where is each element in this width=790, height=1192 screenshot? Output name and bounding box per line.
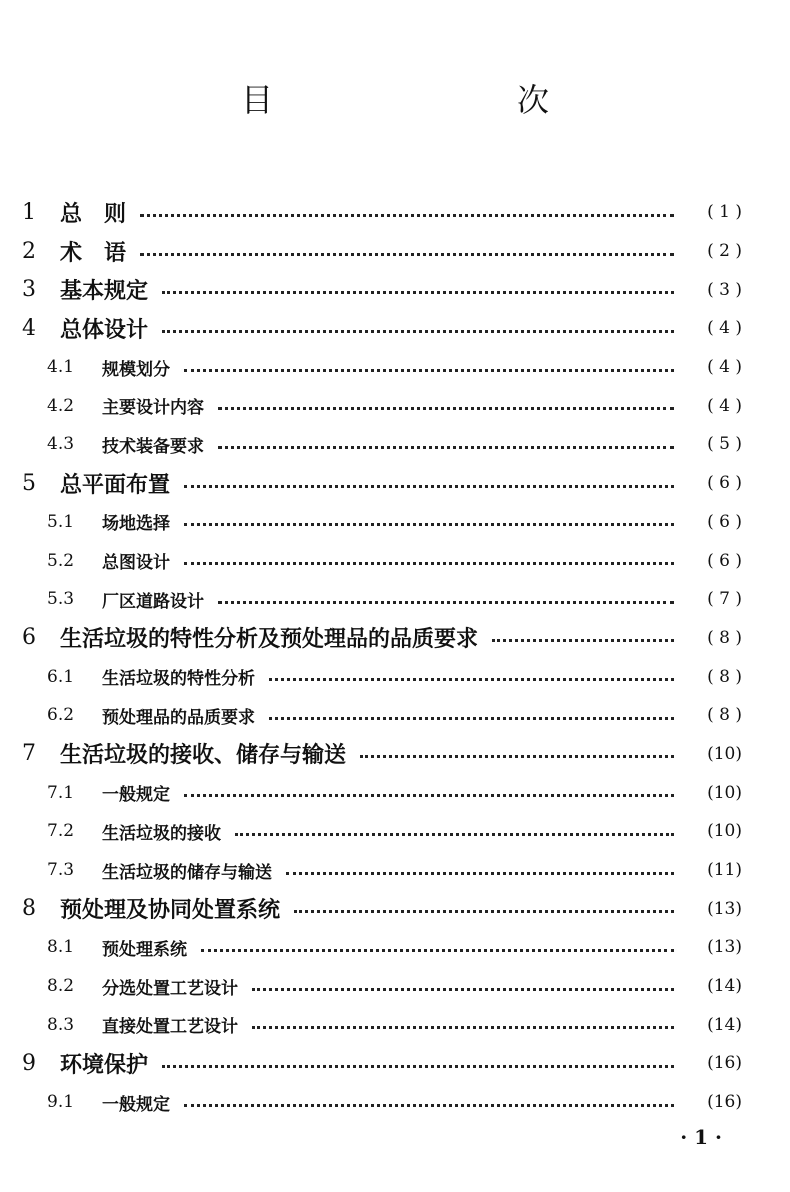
toc-chapter-row <box>22 232 742 271</box>
dot-leader <box>235 833 674 836</box>
toc-entry-number: 7.3 <box>47 860 75 881</box>
toc-entry-page: ( 6 ) <box>707 511 742 532</box>
toc-entry-title: 一般规定 <box>102 785 170 806</box>
toc-section-row <box>22 967 742 1006</box>
toc-entry-page: ( 4 ) <box>707 395 742 416</box>
toc-entry-title: 分选处置工艺设计 <box>102 978 238 999</box>
toc-entry-page: (10) <box>707 782 742 803</box>
toc-entry-title: 术 语 <box>60 240 127 266</box>
toc-entry-title: 规模划分 <box>102 359 170 380</box>
toc-entry-title: 预处理及协同处置系统 <box>60 898 281 924</box>
toc-section-row <box>22 503 742 542</box>
toc-entry-page: ( 8 ) <box>707 705 742 726</box>
toc-entry-page: (10) <box>707 743 742 764</box>
toc-chapter-row <box>22 889 742 928</box>
toc-entry-page: (14) <box>707 976 742 997</box>
toc-entry-number: 8.3 <box>47 1014 75 1035</box>
toc-section-row <box>22 1005 742 1044</box>
dot-leader <box>252 988 674 991</box>
toc-entry-title: 环境保护 <box>60 1052 149 1078</box>
toc-entry-number: 6.1 <box>47 666 75 687</box>
toc-entry-title: 总体设计 <box>60 317 149 343</box>
toc-entry-number: 5.1 <box>47 511 75 532</box>
dot-leader <box>184 1104 674 1107</box>
toc-section-row <box>22 696 742 735</box>
toc-entry-number: 6.2 <box>47 705 75 726</box>
toc-section-row <box>22 348 742 387</box>
page-number: · 1 · <box>680 1125 722 1149</box>
toc-entry-page: ( 4 ) <box>707 318 742 339</box>
toc-entry-number: 5.3 <box>47 589 75 610</box>
dot-leader <box>492 639 674 642</box>
toc-entry-title: 厂区道路设计 <box>102 591 204 612</box>
toc-entry-title: 技术装备要求 <box>102 436 204 457</box>
toc-section-row <box>22 657 742 696</box>
toc-entry-number: 8.1 <box>47 937 75 958</box>
toc-section-row <box>22 773 742 812</box>
toc-entry-title: 总平面布置 <box>60 472 171 498</box>
dot-leader <box>140 214 674 217</box>
dot-leader <box>140 253 674 256</box>
toc-entry-title: 生活垃圾的接收 <box>102 823 221 844</box>
toc-section-row <box>22 851 742 890</box>
dot-leader <box>218 601 674 604</box>
toc-entry-number: 7 <box>22 741 36 767</box>
toc-entry-title: 生活垃圾的特性分析 <box>102 669 255 690</box>
toc-entry-page: ( 5 ) <box>707 434 742 455</box>
toc-entry-number: 3 <box>22 277 36 303</box>
toc-chapter-row <box>22 270 742 309</box>
toc-entry-number: 4 <box>22 315 36 341</box>
toc-entry-page: ( 4 ) <box>707 357 742 378</box>
toc-entry-page: (16) <box>707 1053 742 1074</box>
toc-entry-number: 4.3 <box>47 434 75 455</box>
toc-entry-page: (11) <box>707 860 742 881</box>
toc-chapter-row <box>22 309 742 348</box>
toc-entry-title: 生活垃圾的特性分析及预处理品的品质要求 <box>60 627 479 653</box>
toc-entry-number: 2 <box>22 238 36 264</box>
toc-entry-title: 预处理品的品质要求 <box>102 707 255 728</box>
toc-entry-title: 场地选择 <box>102 514 170 535</box>
toc-section-row <box>22 580 742 619</box>
toc-entry-number: 8.2 <box>47 976 75 997</box>
dot-leader <box>286 872 674 875</box>
toc-entry-number: 8 <box>22 896 36 922</box>
table-of-contents <box>22 193 742 1122</box>
toc-entry-number: 4.1 <box>47 357 75 378</box>
toc-entry-page: ( 3 ) <box>707 279 742 300</box>
toc-entry-number: 9 <box>22 1050 36 1076</box>
toc-entry-page: ( 6 ) <box>707 473 742 494</box>
toc-entry-title: 一般规定 <box>102 1094 170 1115</box>
dot-leader <box>201 949 674 952</box>
toc-entry-number: 1 <box>22 199 36 225</box>
toc-entry-number: 6 <box>22 625 36 651</box>
toc-chapter-row <box>22 1044 742 1083</box>
toc-entry-page: (10) <box>707 821 742 842</box>
dot-leader <box>218 407 674 410</box>
toc-chapter-row <box>22 735 742 774</box>
toc-section-row <box>22 928 742 967</box>
dot-leader <box>269 717 674 720</box>
toc-entry-page: ( 6 ) <box>707 550 742 571</box>
toc-entry-number: 9.1 <box>47 1092 75 1113</box>
toc-entry-number: 5.2 <box>47 550 75 571</box>
toc-entry-page: ( 8 ) <box>707 666 742 687</box>
toc-entry-page: (13) <box>707 937 742 958</box>
dot-leader <box>162 1065 674 1068</box>
toc-entry-title: 主要设计内容 <box>102 398 204 419</box>
toc-entry-page: ( 8 ) <box>707 627 742 648</box>
toc-entry-title: 生活垃圾的接收、储存与输送 <box>60 743 347 769</box>
page-title: 目 次 <box>240 81 609 119</box>
toc-entry-title: 总 则 <box>60 201 127 227</box>
toc-chapter-row <box>22 464 742 503</box>
toc-entry-number: 4.2 <box>47 395 75 416</box>
toc-entry-title: 基本规定 <box>60 279 149 305</box>
dot-leader <box>294 910 674 913</box>
toc-entry-page: ( 1 ) <box>707 202 742 223</box>
dot-leader <box>360 755 674 758</box>
toc-entry-number: 5 <box>22 470 36 496</box>
toc-entry-number: 7.2 <box>47 821 75 842</box>
toc-section-row <box>22 541 742 580</box>
toc-section-row <box>22 812 742 851</box>
toc-chapter-row <box>22 193 742 232</box>
toc-section-row <box>22 386 742 425</box>
toc-entry-page: (16) <box>707 1092 742 1113</box>
dot-leader <box>184 369 674 372</box>
toc-entry-title: 生活垃圾的储存与输送 <box>102 862 272 883</box>
toc-section-row <box>22 1083 742 1122</box>
toc-entry-title: 预处理系统 <box>102 939 187 960</box>
dot-leader <box>269 678 674 681</box>
toc-entry-page: (14) <box>707 1014 742 1035</box>
dot-leader <box>252 1026 674 1029</box>
toc-section-row <box>22 425 742 464</box>
toc-entry-page: (13) <box>707 898 742 919</box>
toc-chapter-row <box>22 619 742 658</box>
dot-leader <box>184 485 674 488</box>
dot-leader <box>162 330 674 333</box>
toc-entry-number: 7.1 <box>47 782 75 803</box>
dot-leader <box>218 446 674 449</box>
toc-entry-title: 总图设计 <box>102 553 170 574</box>
dot-leader <box>184 794 674 797</box>
dot-leader <box>184 562 674 565</box>
dot-leader <box>184 523 674 526</box>
toc-entry-page: ( 7 ) <box>707 589 742 610</box>
dot-leader <box>162 291 674 294</box>
toc-entry-title: 直接处置工艺设计 <box>102 1017 238 1038</box>
toc-entry-page: ( 2 ) <box>707 241 742 262</box>
